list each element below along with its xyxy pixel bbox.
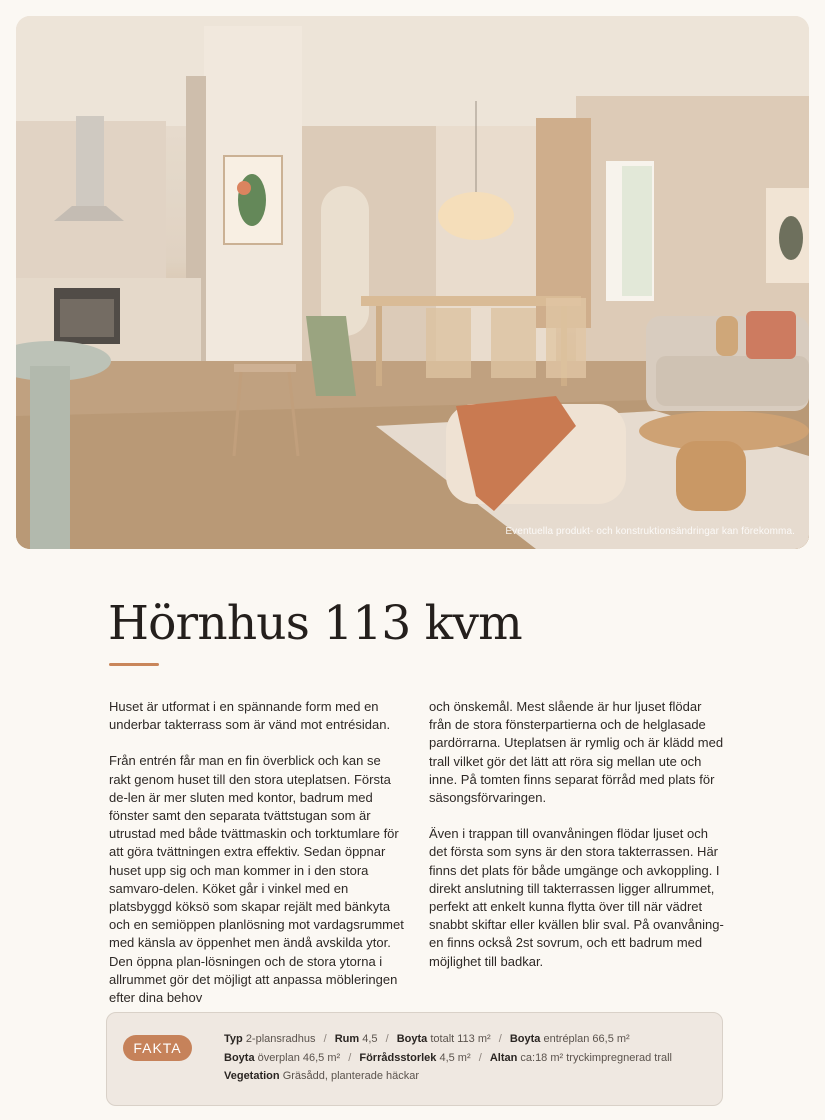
body-paragraph: Huset är utformat i en spännande form med en underbar takterrass som är vänd mot entrésidan. [109, 699, 391, 733]
fact-separator: / [478, 1051, 482, 1064]
fact-separator: / [348, 1051, 352, 1064]
fact-label: Boyta [509, 1033, 541, 1045]
facts-line-2 [224, 1049, 714, 1068]
fact-value: 4,5 m² [439, 1051, 471, 1064]
fact-label: Rum [334, 1033, 360, 1045]
fact-label: Vegetation [224, 1070, 280, 1083]
interior-illustration [16, 16, 809, 549]
fact-label: Boyta [224, 1051, 255, 1064]
fact-value: överplan 46,5 m² [257, 1051, 341, 1064]
fact-value: 2-plansradhus [245, 1033, 316, 1045]
facts-line-3 [224, 1067, 714, 1086]
fact-separator: / [323, 1033, 327, 1045]
facts-line-1 [224, 1030, 714, 1049]
body-column-left [109, 698, 405, 1025]
body-paragraph: och önskemål. Mest slående är hur ljuset flödar från de stora fönsterpartierna och de helglasade pardörrarna. Uteplatsen är rymlig och är klädd med trall vilket gör det lätt att röra sig mellan ute och inne. På tomten finns separat förråd med plats för säsongsförvaringen. [429, 699, 724, 806]
body-paragraph: Från entrén får man en fin överblick och kan se rakt genom huset till den stora uteplatsen. Första de-len är mer sluten med kontor, badrum med fönster samt den separata tvättstugan som är utrustad med både tvättmaskin och torktumlare för att göra tvättningen extra effektiv. Sedan öppnar huset upp sig och man kommer in i den stora samvaro-delen. Köket går i vinkel med en platsbyggd köksö som skapar rejält med bänkyta och en semiöppen planlösning mot vardagsrummet med känsla av öppenhet men ändå avskilda ytor. Den öppna plan-lösningen och de stora ytorna i allrummet gör det möjligt att anpassa möbleringen efter dina behov [109, 753, 404, 1006]
fact-label: Boyta [396, 1033, 428, 1045]
fact-separator: / [498, 1033, 502, 1045]
fact-label: Altan [489, 1051, 518, 1064]
body-column-right [429, 698, 725, 989]
hero-photo [16, 16, 809, 549]
fact-value: totalt 113 m² [430, 1033, 491, 1045]
fact-label: Typ [224, 1033, 243, 1045]
fact-value: 4,5 [362, 1033, 378, 1045]
facts-lines [224, 1030, 714, 1086]
hero-caption: Eventuella produkt- och konstruktionsändringar kan förekomma. [505, 526, 795, 537]
fact-separator: / [385, 1033, 389, 1045]
body-paragraph: Även i trappan till ovanvåningen flödar ljuset och det första som syns är den stora takterrassen. Här finns det plats för både umgänge och avkoppling. I direkt anslutning till takterrassen ligger allrummet, perfekt att enkelt kunna flytta över till när vädret snabbt skiftar eller kvällen blir sval. På ovanvåning-en finns också 2st sovrum, och ett badrum med möjlighet till badkar. [429, 826, 724, 969]
fact-label: Förrådsstorlek [359, 1051, 437, 1064]
fact-value: Gräsådd, planterade häckar [282, 1070, 420, 1083]
fact-value: entréplan 66,5 m² [543, 1033, 630, 1045]
fact-value: ca:18 m² tryckimpregnerad trall [520, 1051, 672, 1064]
facts-badge: FAKTA [123, 1035, 192, 1061]
page-title: Hörnhus 113 kvm [108, 596, 522, 651]
facts-box [106, 1012, 723, 1106]
title-underline [109, 663, 159, 666]
